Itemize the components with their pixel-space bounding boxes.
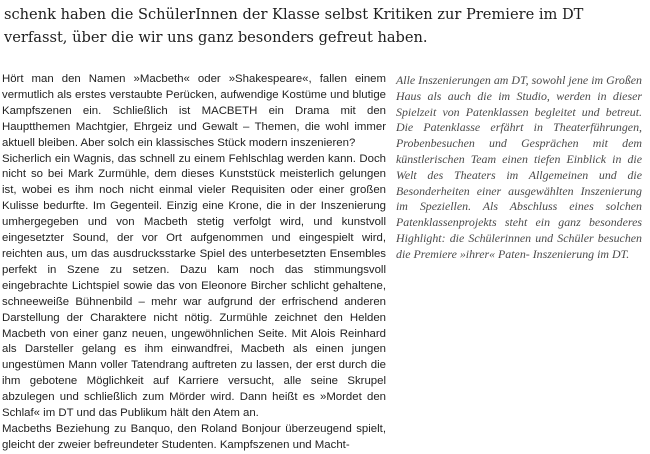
article-column bbox=[2, 72, 386, 454]
article-paragraph: Macbeths Beziehung zu Banquo, den Roland Bonjour überzeugend spielt, gleicht der zweier befreundeter Studenten. Kampfszenen und Macht- bbox=[2, 422, 386, 451]
sidebar-note: Alle Inszenierungen am DT, sowohl jene im Großen Haus als auch die im Studio, werden in dieser Spielzeit von Patenklassen begleitet und betreut. Die Patenklasse erfährt in Theaterführungen, Probenbesuchen und Gesprächen mit dem künstlerischen Team einen tiefen Einblick in die Welt des Theaters im Allgemeinen und die Besonderheiten einer ausgewählten Inszenierung im Speziellen. Als Abschluss eines solchen Patenklassenprojekts steht ein ganz besonderes Highlight: die Schülerinnen und Schüler besuchen die Premiere »ihrer« Paten- Inszenierung im DT. bbox=[396, 73, 642, 261]
intro-text: schenk haben die SchülerInnen der Klasse selbst Kritiken zur Premiere im DT verfasst, über die wir uns ganz besonders gefreut haben. bbox=[4, 6, 584, 46]
article-paragraph: Hört man den Namen »Macbeth« oder »Shakespeare«, fallen einem vermutlich als erstes verstaubte Perücken, aufwendige Kostüme und blutige Kampfszenen ein. Schließlich ist MACBETH ein Drama mit den Hauptthemen Machtgier, Ehrgeiz und Gewalt – Themen, die wohl immer aktuell bleiben. Aber solch ein klassisches Stück modern inszenieren? bbox=[2, 73, 386, 149]
article-paragraph: Sicherlich ein Wagnis, das schnell zu einem Fehlschlag werden kann. Doch nicht so bei Mark Zurmühle, dem dieses Kunststück meisterlich gelungen ist, wobei es ihm noch nicht einmal vieler Requisiten oder einer großen Kulisse bedurfte. Im Gegenteil. Einzig eine Krone, die in der Inszenierung umhergegeben und von Macbeth stetig verfolgt wird, und kunstvoll eingesetzter Sound, der vor Ort aufgenommen und eingespielt wird, reichten aus, um das ausdrucksstarke Spiel des unterbesetzten Ensembles perfekt in Szene zu setzen. Dazu kam noch das stimmungsvoll eingebrachte Lichtspiel sowie das von Eleonore Bircher schlicht gehaltene, schneeweiße Bühnenbild – mehr war aufgrund der erfrischend anderen Darstellung der Charaktere nicht nötig. Zurmühle zeichnet den Helden Macbeth von einer ganz neuen, ungewöhnlichen Seite. Mit Alois Reinhard als Darsteller gelang es ihm einwandfrei, Macbeth als einen jungen ungestümen Mann voller Tatendrang auftreten zu lassen, der erst durch die ihm gebotene Möglichkeit auf Karriere versucht, alle seine Skrupel abzulegen und schließlich zum Mörder wird. Dann heißt es »Mordet den Schlaf« im DT und das Publikum hält den Atem an. bbox=[2, 152, 386, 420]
